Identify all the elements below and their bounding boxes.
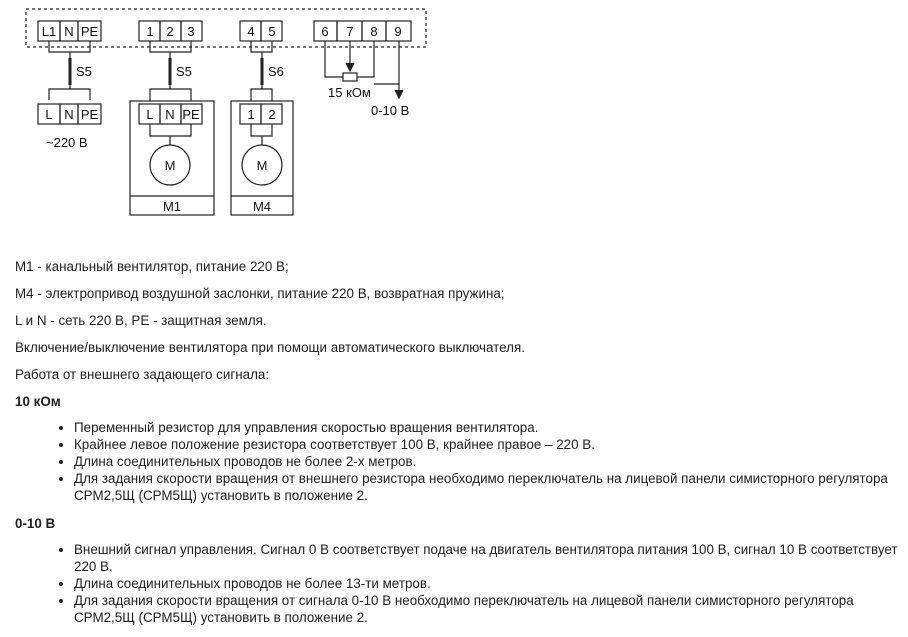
term-n: N [64,24,74,39]
list-item: • Для задания скорости вращения от внешнего резистора необходимо переключатель на лицевой панели симисторного регулятора СРМ2,5Щ (СРМ5Щ) установить в положение 2. [74,470,900,504]
list-item: • Крайнее левое положение резистора соответствует 100 В, крайнее правое – 220 В. [74,436,900,453]
signal-label: 0-10 В [371,103,410,118]
m1-term-pe: PE [182,107,200,122]
m4-motor-symbol: M [256,158,268,173]
section-10k-title: 10 кОм [15,394,61,409]
supply-term-n: N [64,107,74,122]
note-switching: Включение/выключение вентилятора при помощи автоматического выключателя. [15,340,525,355]
cable-label-s5-supply: S5 [76,64,92,79]
description [15,258,900,637]
cable-label-s6: S6 [268,64,284,79]
m1-motor-symbol: M [164,158,176,173]
m4-label: M4 [252,199,272,214]
term-1: 1 [146,24,154,39]
supply-term-pe: PE [80,107,99,122]
note-l-n-pe: L и N - сеть 220 В, PE - защитная земля. [15,313,267,328]
signal-0-10v-wiring [374,41,403,98]
term-5: 5 [268,24,276,39]
term-9: 9 [394,24,402,39]
section-0-10v-title: 0-10 В [15,516,56,531]
term-8: 8 [370,24,378,39]
term-pe: PE [80,24,99,39]
term-2: 2 [166,24,174,39]
m1-term-n: N [165,107,175,122]
potentiometer-15k [325,41,374,81]
term-6: 6 [321,24,329,39]
list-item: • Длина соединительных проводов не более 13-ти метров. [74,575,900,592]
note-m1: M1 - канальный вентилятор, питание 220 В; [15,259,289,274]
supply-term-l: L [45,107,53,122]
term-4: 4 [247,24,255,39]
list-item: • Длина соединительных проводов не более 2-х метров. [74,453,900,470]
cable-label-s5-fan: S5 [176,64,192,79]
section-10k-list [15,419,900,504]
m1-label: M1 [162,199,182,214]
supply-voltage-label: ~220 В [46,135,88,150]
term-l1: L1 [41,24,57,39]
term-7: 7 [346,24,354,39]
m4-term-2: 2 [268,107,276,122]
m1-term-l: L [146,107,154,122]
wiring-diagram [0,0,908,240]
resistor-label: 15 кОм [328,85,371,100]
note-external-signal: Работа от внешнего задающего сигнала: [15,367,270,382]
term-3: 3 [187,24,195,39]
note-m4: M4 - электропривод воздушной заслонки, питание 220 В, возвратная пружина; [15,286,505,301]
terminal-block-damper [240,21,282,41]
list-item: • Для задания скорости вращения от сигнала 0-10 В необходимо переключатель на лицевой панели симисторного регулятора СРМ2,5Щ (СРМ5Щ) установить в положение 2. [74,592,900,626]
section-0-10v-list [15,541,900,626]
list-item: • Переменный резистор для управления скоростью вращения вентилятора. [74,419,900,436]
m4-term-1: 1 [247,107,255,122]
list-item: • Внешний сигнал управления. Сигнал 0 В соответствует подаче на двигатель вентилятора питания 100 В, сигнал 10 В соответствует 220 В. [74,541,900,575]
